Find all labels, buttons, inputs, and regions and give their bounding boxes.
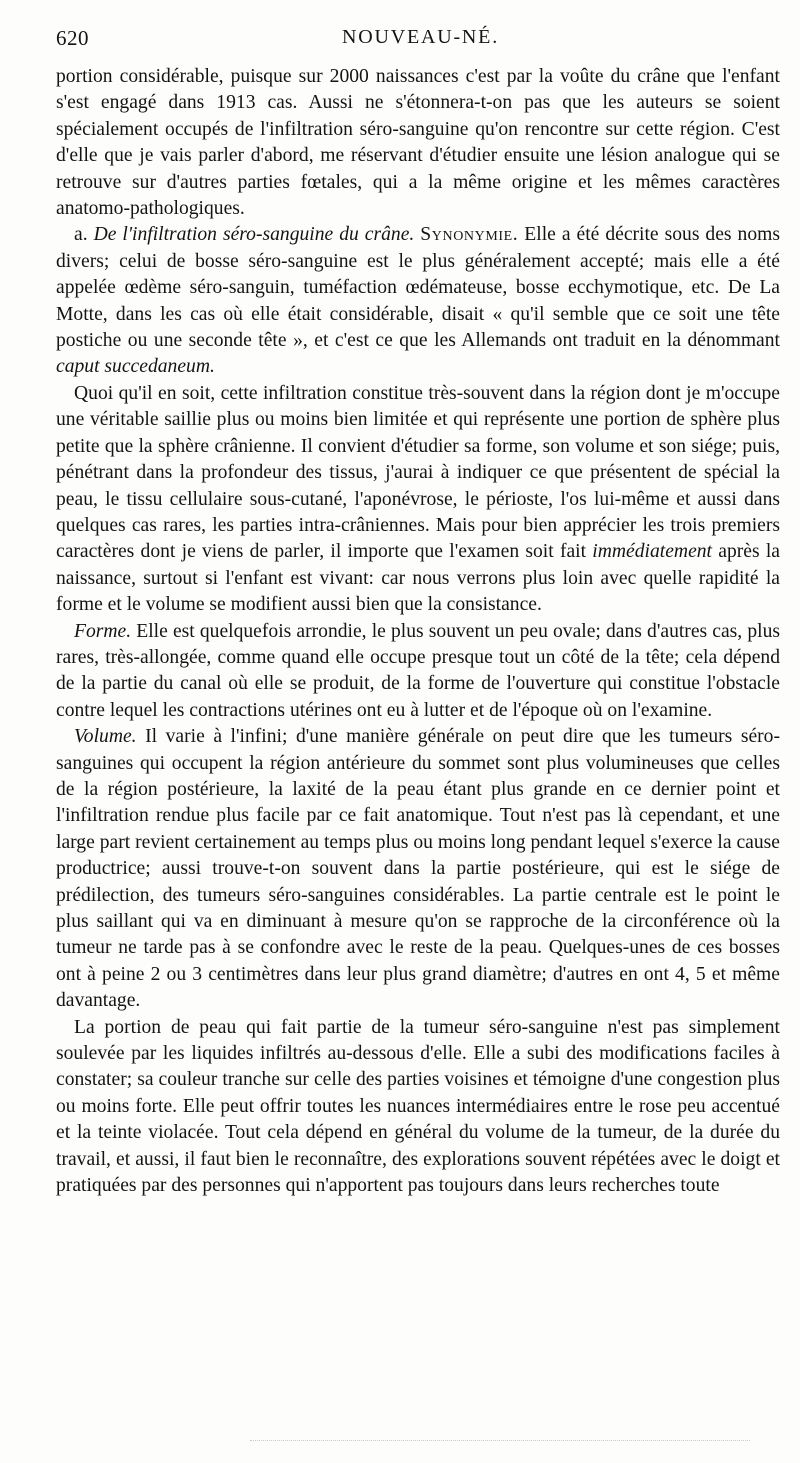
paragraph-volume bbox=[56, 724, 780, 1014]
page-number: 620 bbox=[56, 26, 89, 50]
bleed-through-line bbox=[250, 1440, 750, 1441]
paragraph-continuation: portion considérable, puisque sur 2000 naissances c'est par la voûte du crâne que l'enfant s'est engagé dans 1913 cas. Aussi ne s'étonnera-t-on pas que les auteurs se soient spécialement occupés de l'infiltration séro-sanguine qu'on rencontre sur cette région. C'est d'elle que je vais parler d'abord, me réservant d'étudier ensuite une lésion analogue qui se retrouve sur d'autres parties fœtales, qui a la même origine et les mêmes caractères anatomo-pathologiques. bbox=[56, 66, 780, 220]
paragraph-overview bbox=[56, 381, 780, 619]
latin-term: caput succedaneum. bbox=[56, 356, 215, 378]
synonymie-label: Synonymie. bbox=[420, 224, 519, 246]
running-title: NOUVEAU-NÉ. bbox=[342, 26, 499, 48]
overview-text-2: après la naissance, surtout si l'enfant est vivant: car nous verrons plus loin avec quelle rapidité la forme et le volume se modifient aussi bien que la consistance. bbox=[56, 541, 780, 616]
body-text bbox=[56, 64, 780, 1199]
section-title: De l'infiltration séro-sanguine du crâne. bbox=[93, 224, 415, 246]
volume-label: Volume. bbox=[74, 726, 137, 748]
volume-text: Il varie à l'infini; d'une manière générale on peut dire que les tumeurs séro-sanguines qui occupent la région antérieure du sommet sont plus volumineuses que celles de la région postérieure, la laxité de la peau étant plus grande en ce dernier point et l'infiltration rendue plus facile par ce fait anatomique. Tout n'est pas là cependant, et une large part revient certainement au temps plus ou moins long pendant lequel s'exerce la cause productrice; aussi trouve-t-on souvent dans la partie postérieure, qui est le siége de prédilection, des tumeurs séro-sanguines considérables. La partie centrale est le point le plus saillant qui va en diminuant à mesure qu'on se rapproche de la circonférence où la tumeur ne tarde pas à se confondre avec le reste de la peau. Quelques-unes de ces bosses ont à peine 2 ou 3 centimètres dans leur plus grand diamètre; d'autres en ont 4, 5 et même davantage. bbox=[56, 726, 780, 1012]
paragraph-forme bbox=[56, 619, 780, 725]
forme-text: Elle est quelquefois arrondie, le plus souvent un peu ovale; dans d'autres cas, plus rares, très-allongée, comme quand elle occupe presque tout un côté de la tête; cela dépend de la partie du canal où elle se produit, de la forme de l'ouverture qui constitue l'obstacle contre lequel les contractions utérines ont eu à lutter et de l'époque où on l'examine. bbox=[56, 620, 780, 721]
emphasis-immediatement: immédiatement bbox=[592, 541, 713, 563]
paragraph-peau: La portion de peau qui fait partie de la tumeur séro-sanguine n'est pas simplement soulevée par les liquides infiltrés au-dessous d'elle. Elle a subi des modifications faciles à constater; sa couleur tranche sur celle des parties voisines et témoigne d'une congestion plus ou moins forte. Elle peut offrir toutes les nuances intermédiaires entre le rose peu accentué et la teinte violacée. Tout cela dépend en général du volume de la tumeur, de la durée du travail, et aussi, il faut bien le reconnaître, des explorations souvent répétées avec le doigt et pratiquées par des personnes qui n'apportent pas toujours dans leurs recherches toute bbox=[56, 1016, 780, 1197]
page-header bbox=[56, 26, 776, 56]
forme-label: Forme. bbox=[74, 620, 132, 642]
section-letter: a. bbox=[74, 224, 94, 246]
overview-text-1: Quoi qu'il en soit, cette infiltration constitue très-souvent dans la région dont je m'occupe une véritable saillie plus ou moins bien limitée et qui représente une portion de sphère plus petite que la sphère crânienne. Il convient d'étudier sa forme, son volume et son siége; puis, pénétrant dans la profondeur des tissus, j'aurai à indiquer ce que présentent de spécial la peau, le tissu cellulaire sous-cutané, l'aponévrose, le périoste, l'os lui-même et aussi dans quelques cas rares, les parties intra-crâniennes. Mais pour bien apprécier les trois premiers caractères dont je viens de parler, il importe que l'examen soit fait bbox=[56, 382, 780, 563]
section-a-text: Elle a été décrite sous des noms divers; celui de bosse séro-sanguine est le plus généralement accepté; mais elle a été appelée œdème séro-sanguin, tuméfaction œdémateuse, bosse ecchymotique, etc. De La Motte, dans les cas où elle était considérable, disait « qu'il semble que ce soit une tête postiche ou une seconde tête », et c'est ce que les Allemands ont traduit en la dénommant bbox=[56, 224, 780, 352]
paragraph-section-a bbox=[56, 222, 780, 380]
